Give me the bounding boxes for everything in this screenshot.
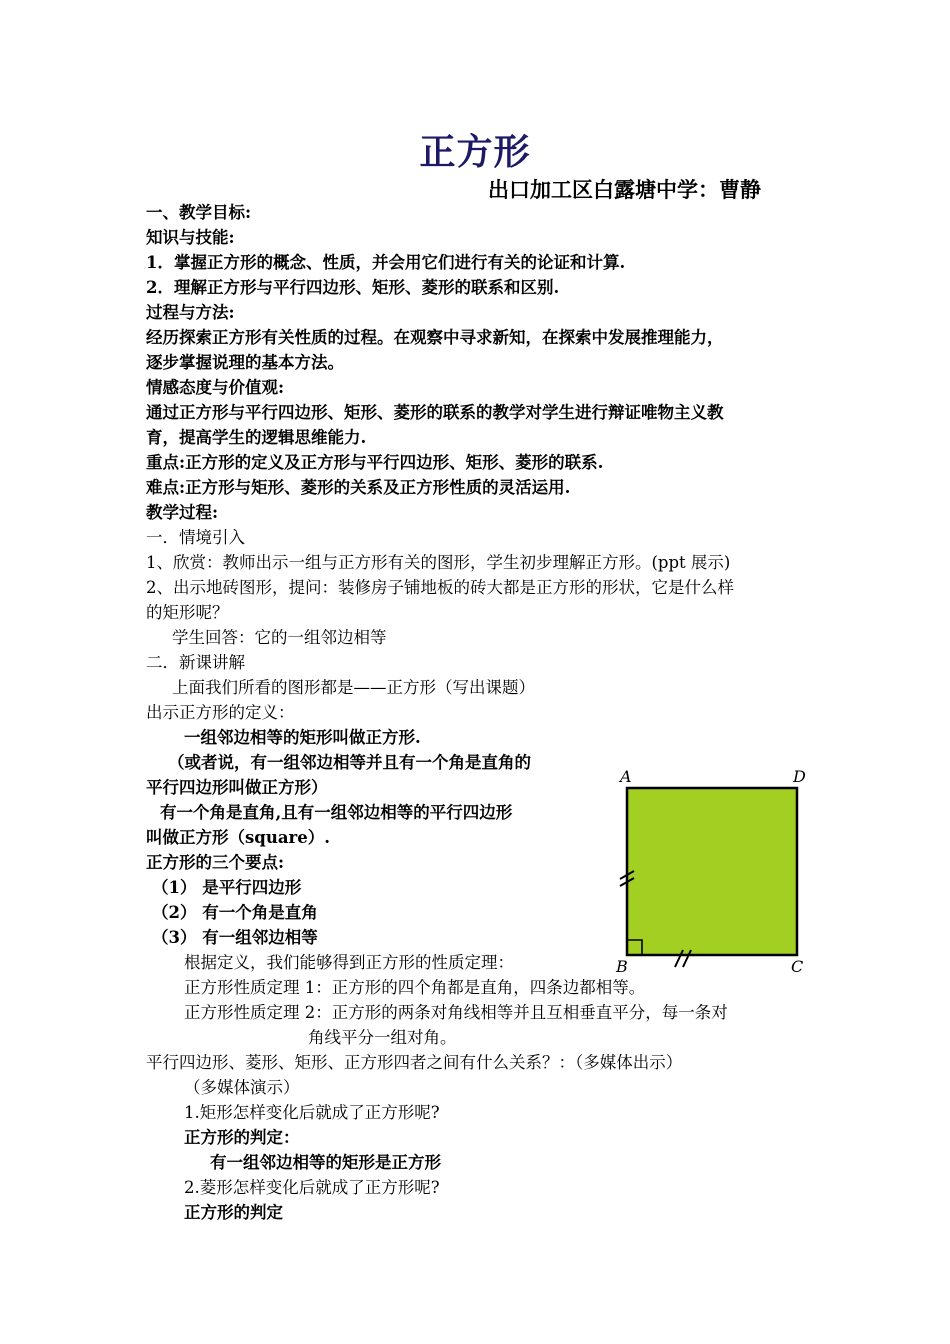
vertex-label-c: C	[791, 957, 804, 976]
page-title: 正方形	[419, 132, 531, 173]
text-line: 1.矩形怎样变化后就成了正方形呢?	[184, 1103, 440, 1122]
text-line: 平行四边形叫做正方形）	[146, 778, 328, 797]
text-line: （或者说，有一组邻边相等并且有一个角是直角的	[168, 753, 531, 772]
vertex-label-d: D	[793, 767, 806, 786]
section-heading: 一、教学目标:	[146, 203, 252, 222]
text-line: 根据定义，我们能够得到正方形的性质定理：	[184, 953, 514, 972]
text-line: 2.菱形怎样变化后就成了正方形呢?	[184, 1178, 440, 1197]
list-item: （1） 是平行四边形	[152, 878, 302, 897]
text-line: 2．理解正方形与平行四边形、矩形、菱形的联系和区别.	[146, 278, 560, 297]
vertex-label-b: B	[616, 957, 628, 976]
text-line: 出示正方形的定义：	[146, 703, 295, 722]
text-line: 逐步掌握说理的基本方法。	[146, 353, 344, 372]
text-line: 上面我们所看的图形都是——正方形（写出课题）	[172, 678, 535, 697]
text-line: （多媒体演示）	[184, 1078, 300, 1097]
text-line: 正方形的三个要点:	[146, 853, 285, 872]
square-figure	[612, 762, 812, 980]
text-line: 重点:正方形的定义及正方形与平行四边形、矩形、菱形的联系.	[146, 453, 604, 472]
text-line: 正方形性质定理 2：正方形的两条对角线相等并且互相垂直平分，每一条对	[184, 1003, 728, 1022]
text-line: 角线平分一组对角。	[308, 1028, 457, 1047]
author-line: 出口加工区白露塘中学：曹静	[488, 178, 761, 202]
text-line: 的矩形呢？	[146, 603, 229, 622]
section-heading: 教学过程:	[146, 503, 219, 522]
text-line: 1．掌握正方形的概念、性质，并会用它们进行有关的论证和计算.	[146, 253, 626, 272]
text-line: 一组邻边相等的矩形叫做正方形.	[184, 728, 421, 747]
text-line: 叫做正方形（square）.	[146, 828, 330, 847]
text-line: 2、出示地砖图形，提问：装修房子铺地板的砖大都是正方形的形状，它是什么样	[146, 578, 734, 597]
square-shape	[627, 788, 797, 955]
text-line: 二．新课讲解	[146, 653, 245, 672]
text-line: 一．情境引入	[146, 528, 245, 547]
text-line: 1、欣赏：教师出示一组与正方形有关的图形，学生初步理解正方形。(ppt 展示)	[146, 553, 731, 572]
text-line: 育，提高学生的逻辑思维能力.	[146, 428, 367, 447]
text-line: 正方形性质定理 1：正方形的四个角都是直角，四条边都相等。	[184, 978, 646, 997]
text-line: 过程与方法:	[146, 303, 235, 322]
text-line: 情感态度与价值观:	[146, 378, 285, 397]
text-line: 学生回答：它的一组邻边相等	[172, 628, 387, 647]
list-item: （3） 有一组邻边相等	[152, 928, 318, 947]
text-line: 知识与技能:	[146, 228, 235, 247]
text-line: 有一个角是直角,且有一组邻边相等的平行四边形	[160, 803, 513, 822]
text-line: 正方形的判定：	[184, 1128, 300, 1147]
text-line: 经历探索正方形有关性质的过程。在观察中寻求新知，在探索中发展推理能力，	[146, 328, 724, 347]
text-line: 有一组邻边相等的矩形是正方形	[210, 1153, 441, 1172]
list-item: （2） 有一个角是直角	[152, 903, 318, 922]
text-line: 通过正方形与平行四边形、矩形、菱形的联系的教学对学生进行辩证唯物主义教	[146, 403, 724, 422]
text-line: 难点:正方形与矩形、菱形的关系及正方形性质的灵活运用.	[146, 478, 571, 497]
square-diagram	[612, 762, 812, 980]
text-line: 正方形的判定	[184, 1203, 283, 1222]
text-line: 平行四边形、菱形、矩形、正方形四者之间有什么关系？：（多媒体出示）	[146, 1053, 683, 1072]
vertex-label-a: A	[620, 767, 632, 786]
